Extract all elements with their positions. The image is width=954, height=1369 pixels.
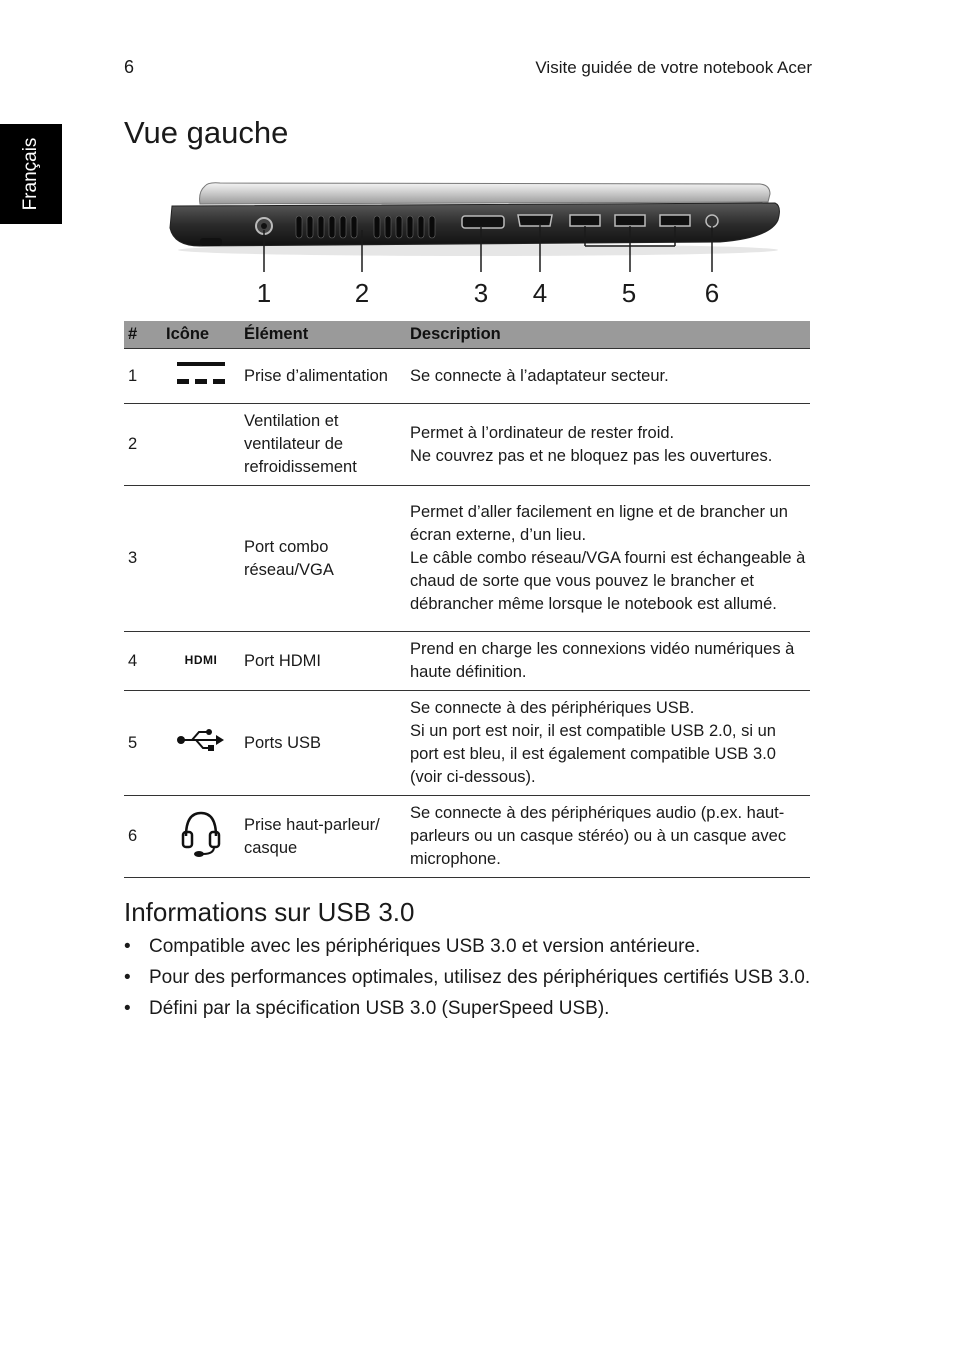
- row-description: [406, 632, 810, 691]
- col-header-number: #: [124, 321, 162, 349]
- row-description: [406, 691, 810, 796]
- combo-port: [462, 216, 504, 228]
- row-element: Port HDMI: [240, 632, 406, 691]
- description-line: Prend en charge les connexions vidéo numériques à haute définition.: [410, 640, 795, 681]
- row-element: Ports USB: [240, 691, 406, 796]
- list-item: [124, 965, 814, 990]
- usb-icon: [176, 728, 226, 759]
- table-row: [124, 691, 810, 796]
- table-row: [124, 349, 810, 404]
- row-icon-empty: [162, 404, 240, 486]
- usb-info-list: [124, 934, 814, 1027]
- row-number: 4: [124, 632, 162, 691]
- table-row: [124, 632, 810, 691]
- callout-3: 3: [473, 278, 489, 308]
- components-table: [124, 321, 810, 878]
- bullet: •: [124, 967, 131, 988]
- list-item-text: Défini par la spécification USB 3.0 (SuperSpeed USB).: [149, 998, 610, 1019]
- table-row: [124, 796, 810, 878]
- row-element: Port combo réseau/VGA: [240, 486, 406, 632]
- row-number: 3: [124, 486, 162, 632]
- description-line: Ne couvrez pas et ne bloquez pas les ouvertures.: [410, 446, 773, 465]
- description-line: Permet d’aller facilement en ligne et de brancher un écran externe, d’un lieu.: [410, 503, 788, 544]
- description-line: Se connecte à l’adaptateur secteur.: [410, 366, 669, 385]
- row-description: [406, 486, 810, 632]
- callout-5: 5: [621, 278, 637, 308]
- col-header-description: Description: [406, 321, 810, 349]
- description-line: Permet à l’ordinateur de rester froid.: [410, 423, 675, 442]
- hdmi-icon-text: HDMI: [184, 652, 218, 666]
- table-row: [124, 486, 810, 632]
- laptop-illustration: [160, 172, 790, 312]
- headset-icon: [181, 808, 221, 865]
- col-header-element: Élément: [240, 321, 406, 349]
- laptop-foot: [200, 238, 222, 246]
- usb-port-1: [570, 215, 600, 226]
- callout-1: 1: [256, 278, 272, 308]
- usb-info-title: Informations sur USB 3.0: [124, 897, 415, 927]
- language-tab-label: Français: [20, 137, 41, 211]
- language-tab: [0, 124, 62, 224]
- hdmi-icon: [175, 650, 227, 673]
- bullet: •: [124, 998, 131, 1019]
- row-number: 5: [124, 691, 162, 796]
- usb-port-3: [660, 215, 690, 226]
- laptop-lid: [200, 183, 770, 204]
- row-description: [406, 349, 810, 404]
- running-header: Visite guidée de votre notebook Acer: [535, 58, 812, 77]
- power-jack-pin: [261, 223, 267, 229]
- col-header-icon: Icône: [162, 321, 240, 349]
- callout-2: 2: [354, 278, 370, 308]
- row-description: [406, 796, 810, 878]
- row-element: Prise haut-parleur/ casque: [240, 796, 406, 878]
- list-item-text: Pour des performances optimales, utilisez des périphériques certifiés USB 3.0.: [149, 967, 811, 988]
- row-number: 1: [124, 349, 162, 404]
- row-element: Ventilation et ventilateur de refroidissement: [240, 404, 406, 486]
- page-number: 6: [124, 57, 135, 77]
- description-line: Si un port est noir, il est compatible USB 2.0, si un port est bleu, il est également compatible USB 3.0 (voir ci-dessous).: [410, 722, 776, 786]
- row-number: 2: [124, 404, 162, 486]
- description-line: Se connecte à des périphériques audio (p.ex. haut-parleurs ou un casque stéréo) ou à un casque avec microphone.: [410, 804, 787, 868]
- description-line: Le câble combo réseau/VGA fourni est échangeable à chaud de sorte que vous pouvez le brancher et débrancher même lorsque le notebook est allumé.: [410, 549, 806, 613]
- callout-4: 4: [532, 278, 548, 308]
- bullet: •: [124, 936, 131, 957]
- list-item: [124, 996, 814, 1021]
- dc-power-icon: [177, 360, 225, 393]
- list-item-text: Compatible avec les périphériques USB 3.0 et version antérieure.: [149, 936, 701, 957]
- table-row: [124, 404, 810, 486]
- hdmi-port: [518, 215, 552, 226]
- usb-port-2: [615, 215, 645, 226]
- row-description: [406, 404, 810, 486]
- row-icon-empty: [162, 486, 240, 632]
- laptop-left-side-figure: [160, 172, 790, 312]
- row-element: Prise d’alimentation: [240, 349, 406, 404]
- row-number: 6: [124, 796, 162, 878]
- table-header-row: [124, 321, 810, 349]
- section-title: Vue gauche: [124, 115, 289, 150]
- list-item: [124, 934, 814, 959]
- description-line: Se connecte à des périphériques USB.: [410, 699, 695, 717]
- headphone-jack: [706, 215, 718, 227]
- callout-6: 6: [704, 278, 720, 308]
